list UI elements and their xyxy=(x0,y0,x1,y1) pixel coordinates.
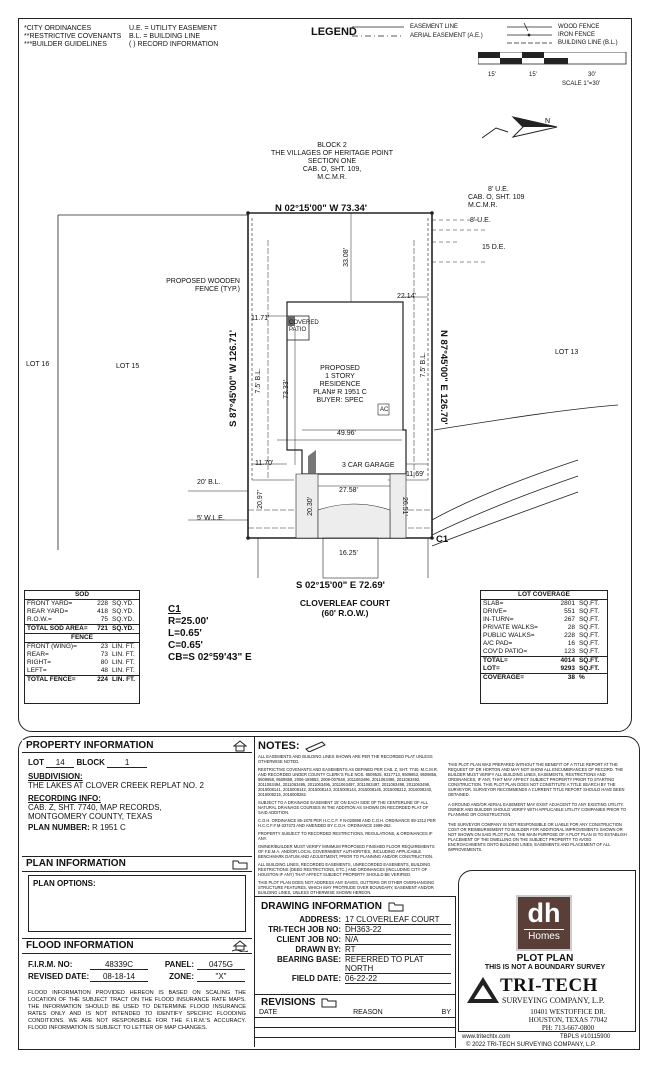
coverage-pct-value: 38 xyxy=(567,674,575,681)
scale-tick-2: 15' xyxy=(529,72,537,78)
abbr-record: ( ) RECORD INFORMATION xyxy=(129,41,219,48)
street-name: CLOVERLEAF COURT xyxy=(299,598,391,608)
dh-logo-mark: dh xyxy=(527,898,561,928)
drawing-info-panel xyxy=(255,896,456,995)
drawn-by-value: RT xyxy=(345,945,451,955)
job-no-label: TRI-TECH JOB NO: xyxy=(268,925,341,934)
wle: 5' W.L.E. xyxy=(197,515,225,522)
curve-bearing: CB=S 02°59'43" E xyxy=(168,652,252,663)
note-left: ALL BUILDING LINES, RECORDED EASEMENTS, UNRECORDED EASEMENTS, BUILDING RESTRICTIONS (DEED RESTRICTIONS, ETC.) AND ORDINANCES (INCLUDING CITY OF HOUSTON IF ANY) THAT AFFECT SUBJECT PROPERTY SHOULD BE VERIFIED. xyxy=(258,862,431,877)
sod-rear-label: REAR YARD= xyxy=(27,608,69,615)
bl-right: 7.5' B.L. xyxy=(420,352,427,378)
dim-26-51: 26.51' xyxy=(401,497,408,516)
block-label: BLOCK xyxy=(76,758,105,767)
revisions-title: REVISIONS xyxy=(261,996,316,1008)
coverage-total-label: TOTAL= xyxy=(483,657,508,664)
abbr-city: *CITY ORDINANCES xyxy=(24,25,92,32)
panel-value: 0475G xyxy=(197,960,245,970)
coverage-pct-label: COVERAGE= xyxy=(483,674,524,681)
coverage-lot-unit: SQ.FT. xyxy=(578,665,600,672)
pencil-icon xyxy=(304,740,328,752)
scale-bar xyxy=(478,52,628,66)
east-bearing: N 87°45'00" E 126.70' xyxy=(438,330,449,425)
house-icon xyxy=(232,740,248,752)
address-value: 17 CLOVERLEAF COURT xyxy=(345,915,451,925)
coverage-public-label: PUBLIC WALKS= xyxy=(483,632,535,639)
legend-title: LEGEND xyxy=(311,26,357,38)
north-arrow-icon xyxy=(505,105,565,145)
flood-disclaimer: FLOOD INFORMATION PROVIDED HEREON IS BASED ON SCALING THE LOCATION OF THE SUBJECT TRACT ON THE FLOOD INSURANCE RATE MAPS. THE INFORMATION SHOULD BE USED TO DETERMINE FLOOD INSURANCE RATES ONLY AND IS NOT INTENDED TO IDENTIFY SPECIFIC FLOODING CONDITIONS. WE ARE NOT RESPONSIBLE FOR THE F.I.R.M.'S ACCURACY. FLOOD INFORMATION IS SUBJECT TO LETTER OF MAP CHANGES. xyxy=(28,990,246,1031)
fence-title: FENCE xyxy=(25,634,139,643)
bearing-base-value: REFERRED TO PLAT NORTH xyxy=(345,955,451,974)
company-website[interactable]: www.tritechtx.com xyxy=(462,1034,511,1040)
south-bearing: S 02°15'00" E 72.69' xyxy=(296,580,385,591)
dim-11-70: 11.70' xyxy=(255,460,274,467)
sod-fence-table xyxy=(24,590,140,704)
fence-left-label: LEFT= xyxy=(27,667,47,674)
west-bearing: S 87°45'00" W 126.71' xyxy=(228,330,239,427)
rev-by-col: BY xyxy=(441,1009,451,1016)
legend-iron-fence: IRON FENCE xyxy=(558,32,596,38)
drawn-by-label: DRAWN BY: xyxy=(295,945,341,954)
fence-total-unit: LIN. FT. xyxy=(112,676,136,683)
fence-note-line: FENCE (TYP.) xyxy=(195,286,240,293)
revised-label: REVISED DATE: xyxy=(28,972,90,981)
block-info-line: SECTION ONE xyxy=(307,158,357,165)
flood-info-title: FLOOD INFORMATION xyxy=(26,940,134,951)
dim-49-96: 49.96' xyxy=(337,430,356,437)
lot-13-label: LOT 13 xyxy=(555,349,579,356)
fence-right-label: RIGHT= xyxy=(27,659,52,666)
residence-line: PROPOSED xyxy=(320,365,360,372)
block-info xyxy=(262,142,402,182)
abbr-bl: B.L. = BUILDING LINE xyxy=(129,33,200,40)
abbr-ue: U.E. = UTILITY EASEMENT xyxy=(129,25,217,32)
firm-value: 48339C xyxy=(90,960,148,970)
sod-total-value: 721 xyxy=(97,625,108,632)
abbr-builder: ***BUILDER GUIDELINES xyxy=(24,41,107,48)
legend-wood-fence: WOOD FENCE xyxy=(558,24,600,30)
coverage-slab-label: SLAB= xyxy=(483,600,504,607)
zone-label: ZONE: xyxy=(169,972,194,981)
company-name: TRI-TECH xyxy=(500,975,598,996)
ue-right: 8' U.E. xyxy=(470,217,491,224)
sod-total-label: TOTAL SOD AREA= xyxy=(27,625,88,632)
dh-logo-homes: Homes xyxy=(524,929,564,942)
fence-right-value: 80 xyxy=(100,659,108,666)
address-line-2: HOUSTON, TEXAS 77042 xyxy=(528,1016,608,1024)
tbpls-number: TBPLS #10115900 xyxy=(560,1034,611,1040)
bl-20: 20' B.L. xyxy=(197,479,221,486)
field-date-label: FIELD DATE: xyxy=(291,974,341,983)
ue-note-line: 8' U.E. xyxy=(488,186,509,193)
curve-chord: C=0.65' xyxy=(168,640,203,651)
plan-number-label: PLAN NUMBER: xyxy=(28,823,90,832)
field-date-value: 06-22-22 xyxy=(345,974,451,984)
plot-plan-title: PLOT PLAN xyxy=(516,953,574,964)
dim-11-69: 11.69' xyxy=(406,471,425,478)
dim-73-33: 73.33' xyxy=(283,380,290,399)
block-info-line: BLOCK 2 xyxy=(317,142,347,149)
note-right: THE SURVEYOR COMPANY IS NOT RESPONSIBLE OR LIABLE FOR ANY CONSTRUCTION COST OR REIMBURSEMENT TO BUILDER FOR ADDITIONAL IMPROVEMENTS SHOWN OR NOT SHOWN ON SAID PLOT PLAN. THE MAIN PURPOSE OF A PLOT PLAN IS TO ESTABLISH PLACEMENT OF THE DWELLING ON THE SUBJECT PROPERTY TO AVOID ENCROACHMENTS ONTO BUILDING LINES, EASEMENTS AND PLACEMENT OF ALL IMPROVEMENTS. xyxy=(448,822,627,852)
flood-info-panel xyxy=(22,938,252,1046)
coverage-total-unit: SQ.FT. xyxy=(578,657,600,664)
coverage-private-label: PRIVATE WALKS= xyxy=(483,624,538,631)
coverage-patio-unit: SQ.FT. xyxy=(578,648,600,655)
rev-reason-col: REASON xyxy=(353,1009,383,1016)
plan-number-value: R 1951 C xyxy=(92,823,126,832)
legend-aerial: AERIAL EASEMENT (A.E.) xyxy=(410,33,483,39)
subdivision-value: THE LAKES AT CLOVER CREEK REPLAT NO. 2 xyxy=(28,781,204,790)
residence-line: RESIDENCE xyxy=(319,381,361,388)
bearing-base-label: BEARING BASE: xyxy=(276,955,341,964)
scale-label: SCALE 1"=30' xyxy=(562,81,601,87)
coverage-total-value: 4014 xyxy=(560,657,575,664)
zone-value: "X" xyxy=(197,972,245,982)
plot-plan-subtitle: THIS IS NOT A BOUNDARY SURVEY xyxy=(484,964,606,971)
sod-front-label: FRONT YARD= xyxy=(27,600,73,607)
fence-front-label: FRONT (WING)= xyxy=(27,643,77,650)
drawing-folder-icon xyxy=(388,900,404,912)
folder-icon xyxy=(232,858,248,870)
flood-house-icon xyxy=(232,940,248,952)
scale-tick-1: 15' xyxy=(488,72,496,78)
dim-27-58: 27.58' xyxy=(339,487,358,494)
dim-20-30: 20.30' xyxy=(307,497,314,516)
note-left: C.O.H. ORDINANCE 85-1878 PER H.C.C.F. # N-020898 AND C.O.H. ORDINANCE 89-1312 PER H.C.C.F.# M-337473 AND AMENDED BY C.O.H. ORDINANCE 1999-262. xyxy=(258,818,436,828)
fence-right-unit: LIN. FT. xyxy=(112,659,135,666)
coverage-slab-value: 2801 xyxy=(560,600,575,607)
block-info-line: THE VILLAGES OF HERITAGE POINT xyxy=(270,150,393,157)
recording-label: RECORDING INFO: xyxy=(28,794,101,803)
fence-front-unit: LIN. FT. xyxy=(112,643,135,650)
fence-note xyxy=(140,278,240,294)
fence-left-unit: LIN. FT. xyxy=(112,667,135,674)
sod-front-value: 228 xyxy=(97,600,108,607)
residence-line: BUYER: SPEC xyxy=(316,397,364,404)
dim-20-97: 20.97' xyxy=(257,490,264,509)
block-info-line: M.C.M.R. xyxy=(317,174,347,181)
panel-label: PANEL: xyxy=(164,960,194,969)
coverage-inturn-unit: SQ.FT. xyxy=(578,616,600,623)
coverage-slab-unit: SQ.FT. xyxy=(578,600,600,607)
sod-title: SOD xyxy=(25,591,139,600)
dim-33-08: 33.08' xyxy=(343,248,350,267)
tri-tech-logo-icon xyxy=(466,975,500,1005)
revised-value: 08-18-14 xyxy=(90,972,148,982)
address-line-1: 10401 WESTOFFICE DR. xyxy=(530,1008,606,1016)
fence-total-value: 224 xyxy=(97,676,108,683)
north-bearing: N 02°15'00" W 73.34' xyxy=(275,203,368,214)
recording-line: CAB. Z, SHT. 7740, MAP RECORDS, xyxy=(28,803,162,812)
job-no-value: DH363-22 xyxy=(345,925,451,935)
fence-rear-value: 73 xyxy=(100,651,108,658)
coverage-public-unit: SQ.FT. xyxy=(578,632,600,639)
block-value: 1 xyxy=(107,758,147,768)
sod-row-unit: SQ.YD. xyxy=(112,616,135,623)
sod-total-unit: SQ.YD. xyxy=(112,625,135,632)
coverage-private-value: 28 xyxy=(567,624,575,631)
property-info-title: PROPERTY INFORMATION xyxy=(26,740,154,751)
scale-tick-3: 30' xyxy=(588,72,596,78)
curve-length: L=0.65' xyxy=(168,628,202,639)
dim-16-25: 16.25' xyxy=(339,550,358,557)
coverage-inturn-value: 267 xyxy=(564,616,575,623)
coverage-drive-label: DRIVE= xyxy=(483,608,507,615)
svg-text:N: N xyxy=(545,118,551,125)
ac-pad: AC xyxy=(380,407,389,413)
client-job-label: CLIENT JOB NO: xyxy=(276,935,341,944)
address-label: ADDRESS: xyxy=(299,915,341,924)
lot-coverage-table xyxy=(480,590,608,704)
coverage-pct-unit: % xyxy=(578,674,585,681)
subdivision-label: SUBDIVISION: xyxy=(28,772,83,781)
curve-name: C1 xyxy=(168,604,181,615)
abbreviations xyxy=(24,25,254,49)
fence-front-value: 23 xyxy=(100,643,108,650)
north-arrow-tail xyxy=(480,120,510,150)
residence-line: PLAN# R 1951 C xyxy=(313,389,367,396)
company-phone: PH: 713-667-0800 xyxy=(541,1024,595,1032)
coverage-patio-value: 123 xyxy=(564,648,575,655)
coverage-ac-value: 16 xyxy=(567,640,575,647)
lot-15-label: LOT 15 xyxy=(116,363,140,370)
coverage-drive-unit: SQ.FT. xyxy=(578,608,600,615)
coverage-lot-label: LOT= xyxy=(483,665,500,672)
coverage-public-value: 228 xyxy=(564,632,575,639)
sod-front-unit: SQ.YD. xyxy=(112,600,135,607)
sod-row-label: R.O.W.= xyxy=(27,616,52,623)
note-right: A GROUND AND/OR AERIAL EASEMENT MAY EXIST ADJACENT TO ANY EXISTING UTILITY. OWNER AND BUILDER SHOULD VERIFY WITH APPLICABLE UTILITY COMPANIES PRIOR TO PLANNING OR CONSTRUCTION. xyxy=(448,802,627,817)
note-left: RESTRICTIVE COVENANTS AND EASEMENTS AS DEFINED PER CAB. Z, SHT. 7740, M.C.M.R. AND RECORDED UNDER COUNTY CLERK'S FILE NOS. 8509525, 9317713, 9509853, 9509856, 9509858, 9509858, 2006-189853, 2008-007848, 2011063496, 2011063496, 2011063492, 2011063494, 2011063495, 2011063496, 2011063497, 2011063497, 2011063498, 2011063498, 2015008141, 2015008142, 2015008143, 2015008144, 2015008145, 2015008212, 2016008240, 2016008215, 2016008282. xyxy=(258,767,438,797)
bl-left: 7.5' B.L. xyxy=(255,368,262,394)
note-left: ALL EASEMENTS AND BUILDING LINES SHOWN ARE PER THE RECORDED PLAT UNLESS OTHERWISE NOTED. xyxy=(258,754,433,764)
lot-16-label: LOT 16 xyxy=(26,361,50,368)
revisions-panel xyxy=(255,994,456,1048)
dim-11-71: 11.71' xyxy=(251,315,270,322)
dim-22-14: 22.14' xyxy=(397,293,416,300)
fence-note-line: PROPOSED WOODEN xyxy=(166,278,240,285)
recording-line: MONTGOMERY COUNTY, TEXAS xyxy=(28,812,153,821)
fence-rear-label: REAR= xyxy=(27,651,49,658)
fence-rear-unit: LIN. FT. xyxy=(112,651,135,658)
coverage-title: LOT COVERAGE xyxy=(481,591,607,600)
residence-label xyxy=(300,365,380,405)
note-left: SUBJECT TO A DRAINAGE EASEMENT 15' ON EACH SIDE OF THE CENTERLINE OF ALL NATURAL DRAINAGE COURSES IN THE ADDITION AS SHOWN ON RECORDED PLAT OF SAID ADDITION. xyxy=(258,800,429,815)
covered-patio: COVERED PATIO xyxy=(289,320,319,333)
plan-info-panel xyxy=(22,856,252,936)
lot-value: 14 xyxy=(46,758,74,768)
coverage-drive-value: 551 xyxy=(564,608,575,615)
coverage-patio-label: COV'D PATIO= xyxy=(483,648,528,655)
plan-options-label: PLAN OPTIONS: xyxy=(33,879,96,888)
abbr-covenants: **RESTRICTIVE COVENANTS xyxy=(24,33,122,40)
curve-table xyxy=(168,604,252,664)
coverage-private-unit: SQ.FT. xyxy=(578,624,600,631)
street-label xyxy=(290,598,400,618)
plan-info-title: PLAN INFORMATION xyxy=(26,858,126,869)
legend-building-line: BUILDING LINE (B.L.) xyxy=(558,40,618,46)
coverage-lot-value: 9293 xyxy=(560,665,575,672)
street-row: (60' R.O.W.) xyxy=(321,608,369,618)
lot-label: LOT xyxy=(28,758,44,767)
coverage-ac-unit: SQ.FT. xyxy=(578,640,600,647)
drawing-info-title: DRAWING INFORMATION xyxy=(261,900,382,912)
note-right: THIS PLOT PLAN WAS PREPARED WITHOUT THE BENEFIT OF A TITLE REPORT AT THE REQUEST OF DR HORTON AND MAY NOT SHOW ALL ENCUMBRANCES OF RECORD. THE BUILDER MUST VERIFY ALL BUILDING LINES, EASEMENTS, RESTRICTIONS AND ORDINANCES, IF ANY, THAT MAY AFFECT SUBJECT PROPERTY PRIOR TO STARTING CONSTRUCTION. THIS PLOT PLAN DOES NOT CONSTITUTE A TITLE SEARCH BY THE SURVEYOR. SURVEYOR RECOMMENDS A CURRENT TITLE REPORT SHOULD HAVE BEEN OBTAINED. xyxy=(448,762,625,797)
fence-left-value: 48 xyxy=(100,667,108,674)
note-left: OWNER/BUILDER MUST VERIFY MINIMUM PROPOSED FINISHED FLOOR REQUIREMENTS OF F.E.M.A. AND/OR LOCAL GOVERNMENT AUTHORITIES, INCLUDING APPLICABLE BENCHMARK DATUM AND ADJUSTMENT, PRIOR TO PLANNING AND/OR CONSTRUCTION. xyxy=(258,844,435,859)
block-info-line: CAB. O, SHT. 109, xyxy=(302,166,362,173)
sod-rear-unit: SQ.YD. xyxy=(112,608,135,615)
property-info-panel xyxy=(22,740,252,854)
copyright: © 2022 TRI-TECH SURVEYING COMPANY, L.P. xyxy=(466,1042,596,1048)
notes-title: NOTES: xyxy=(258,740,300,752)
ue-note-line: M.C.M.R. xyxy=(468,202,498,209)
fence-total-label: TOTAL FENCE= xyxy=(27,676,76,683)
client-job-value: N/A xyxy=(345,935,451,945)
coverage-ac-label: A/C PAD= xyxy=(483,640,513,647)
sod-rear-value: 418 xyxy=(97,608,108,615)
revisions-folder-icon xyxy=(321,996,337,1008)
rev-date-col: DATE xyxy=(259,1009,278,1016)
sod-row-value: 75 xyxy=(100,616,108,623)
legend-easement: EASEMENT LINE xyxy=(410,24,458,30)
note-left: PROPERTY SUBJECT TO RECORDED RESTRICTIONS, REGULATIONS, & ORDINANCES IF ANY. xyxy=(258,831,433,841)
note-left: THIS PLOT PLAN DOES NOT ADDRESS ANY EAVES, GUTTERS OR OTHER OVERHANGING STRUCTURE FEATURES, WHICH MAY PROTRUDE OVER BOUNDARY, EASEMENT AND/OR BUILDING LINES, UNLESS OTHERWISE SHOWN HEREON. xyxy=(258,880,435,895)
coverage-inturn-label: IN-TURN= xyxy=(483,616,514,623)
ue-note-line: CAB. O, SHT. 109 xyxy=(468,194,525,201)
c1-label: C1 xyxy=(436,534,449,545)
garage-label: 3 CAR GARAGE xyxy=(342,462,395,469)
company-address xyxy=(506,1008,630,1032)
company-sub: SURVEYING COMPANY, L.P. xyxy=(502,996,605,1005)
de-right: 15 D.E. xyxy=(482,244,506,251)
curve-radius: R=25.00' xyxy=(168,616,209,627)
residence-line: 1 STORY xyxy=(325,373,355,380)
firm-label: F.I.R.M. NO: xyxy=(28,960,73,969)
